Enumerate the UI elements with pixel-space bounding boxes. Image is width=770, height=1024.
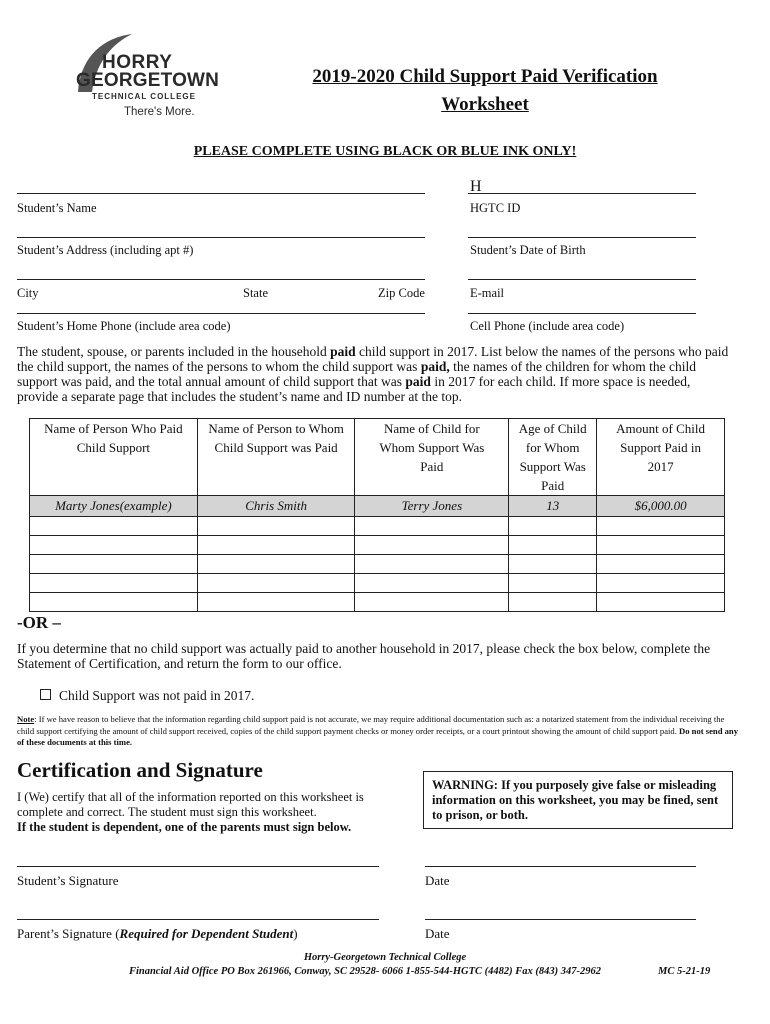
email-label: E-mail xyxy=(470,286,505,300)
no-support-checkbox-row[interactable] xyxy=(40,688,254,704)
home-phone-label: Student’s Home Phone (include area code) xyxy=(17,319,231,333)
checkbox[interactable] xyxy=(40,689,51,700)
col-header-child: Name of Child for Whom Support Was Paid xyxy=(355,419,509,496)
form-code: MC 5-21-19 xyxy=(658,966,711,977)
student-date-label: Date xyxy=(425,873,450,888)
table-row[interactable] xyxy=(30,555,725,574)
no-support-paragraph: If you determine that no child support was actually paid to another household in 2017, please check the box below, complete the Statement of Certification, and return the form to our office. xyxy=(17,641,711,671)
table-row[interactable] xyxy=(30,574,725,593)
page-title-line2: Worksheet xyxy=(441,94,529,115)
ink-instruction: PLEASE COMPLETE USING BLACK OR BLUE INK ONLY! xyxy=(193,144,577,159)
page-title: 2019-2020 Child Support Paid Verification xyxy=(312,66,658,87)
table-cell[interactable] xyxy=(355,574,509,593)
logo-line1: HORRY xyxy=(102,52,173,73)
student-date-line[interactable] xyxy=(425,866,696,867)
table-cell[interactable] xyxy=(30,593,198,612)
table-cell[interactable] xyxy=(197,517,355,536)
student-signature-line[interactable] xyxy=(17,866,379,867)
table-cell[interactable] xyxy=(30,574,198,593)
table-row[interactable] xyxy=(30,593,725,612)
table-cell[interactable] xyxy=(509,536,597,555)
table-cell[interactable] xyxy=(355,536,509,555)
child-support-table xyxy=(29,418,725,612)
parent-signature-label: Parent’s Signature (Required for Dependent Student) xyxy=(17,926,298,941)
table-cell[interactable] xyxy=(597,574,725,593)
state-label: State xyxy=(243,286,268,300)
parent-date-label: Date xyxy=(425,926,450,941)
table-cell[interactable] xyxy=(509,555,597,574)
col-header-age: Age of Child for Whom Support Was Paid xyxy=(509,419,597,496)
table-cell[interactable] xyxy=(597,593,725,612)
example-amount: $6,000.00 xyxy=(597,496,725,517)
intro-paragraph: The student, spouse, or parents included in the household paid child support in 2017. List below the names of the persons who paid the child support, the names of the persons to whom the child support was paid, the names of the children for whom the child support was paid, and the total annual amount of child support that was paid in 2017 for each child. If more space is needed, provide a separate page that includes the student’s name and ID number at the top. xyxy=(17,344,729,404)
dob-label: Student’s Date of Birth xyxy=(470,243,586,257)
table-row[interactable] xyxy=(30,536,725,555)
college-logo xyxy=(70,30,230,125)
logo-tagline: There's More. xyxy=(124,106,195,118)
dob-line[interactable] xyxy=(468,237,696,238)
hgtc-id-prefix: H xyxy=(470,178,482,195)
table-cell[interactable] xyxy=(355,517,509,536)
table-cell[interactable] xyxy=(197,555,355,574)
hgtc-id-line[interactable] xyxy=(468,193,696,194)
example-payer: Marty Jones(example) xyxy=(30,496,198,517)
home-phone-line[interactable] xyxy=(17,313,425,314)
col-header-payee: Name of Person to Whom Child Support was Paid xyxy=(197,419,355,496)
table-cell[interactable] xyxy=(509,517,597,536)
table-cell[interactable] xyxy=(197,593,355,612)
table-cell[interactable] xyxy=(197,536,355,555)
certification-text: I (We) certify that all of the information reported on this worksheet is complete and correct. The student must sign this worksheet. If the student is dependent, one of the parents must sign below. xyxy=(17,790,364,834)
table-cell[interactable] xyxy=(30,555,198,574)
footer-college: Horry-Georgetown Technical College xyxy=(303,952,467,963)
col-header-payer: Name of Person Who Paid Child Support xyxy=(30,419,198,496)
certification-heading: Certification and Signature xyxy=(17,758,263,782)
table-cell[interactable] xyxy=(509,593,597,612)
example-age: 13 xyxy=(509,496,597,517)
example-child: Terry Jones xyxy=(355,496,509,517)
table-cell[interactable] xyxy=(597,517,725,536)
city-label: City xyxy=(17,286,39,300)
parent-date-line[interactable] xyxy=(425,919,696,920)
email-line[interactable] xyxy=(468,279,696,280)
example-payee: Chris Smith xyxy=(197,496,355,517)
student-signature-label: Student’s Signature xyxy=(17,873,119,888)
logo-line2: GEORGETOWN xyxy=(76,70,220,91)
address-label: Student’s Address (including apt #) xyxy=(17,243,194,257)
checkbox-label: Child Support was not paid in 2017. xyxy=(59,688,255,703)
table-cell[interactable] xyxy=(509,574,597,593)
col-header-amount: Amount of Child Support Paid in 2017 xyxy=(597,419,725,496)
parent-signature-line[interactable] xyxy=(17,919,379,920)
hgtc-id-label: HGTC ID xyxy=(470,201,521,215)
cell-phone-label: Cell Phone (include area code) xyxy=(470,319,625,333)
table-cell[interactable] xyxy=(355,593,509,612)
student-name-line[interactable] xyxy=(17,193,425,194)
table-cell[interactable] xyxy=(30,517,198,536)
address-line[interactable] xyxy=(17,237,425,238)
note-paragraph: Note: If we have reason to believe that the information regarding child support paid is not accurate, we may require additional documentation such as: a notarized statement from the individual receiving the child support certifying the amount of child support received, copies of the child support payment checks or money order receipts, or a court printout showing the amount of child support paid. Do not send any of these documents at this time. xyxy=(17,714,739,747)
warning-box: WARNING: If you purposely give false or misleading information on this worksheet, you may be fined, sent to prison, or both. xyxy=(423,771,733,829)
cell-phone-line[interactable] xyxy=(468,313,696,314)
or-heading: -OR – xyxy=(17,613,61,632)
city-state-zip-line[interactable] xyxy=(17,279,425,280)
footer-address: Financial Aid Office PO Box 261966, Conway, SC 29528- 6066 1-855-544-HGTC (4482) Fax (843) 347-2962 xyxy=(128,966,602,977)
table-row-example xyxy=(30,496,725,517)
logo-line3: TECHNICAL COLLEGE xyxy=(92,92,196,101)
table-cell[interactable] xyxy=(597,555,725,574)
student-name-label: Student’s Name xyxy=(17,201,97,215)
table-cell[interactable] xyxy=(30,536,198,555)
zip-label: Zip Code xyxy=(378,286,425,300)
table-cell[interactable] xyxy=(355,555,509,574)
table-cell[interactable] xyxy=(597,536,725,555)
table-row[interactable] xyxy=(30,517,725,536)
table-cell[interactable] xyxy=(197,574,355,593)
